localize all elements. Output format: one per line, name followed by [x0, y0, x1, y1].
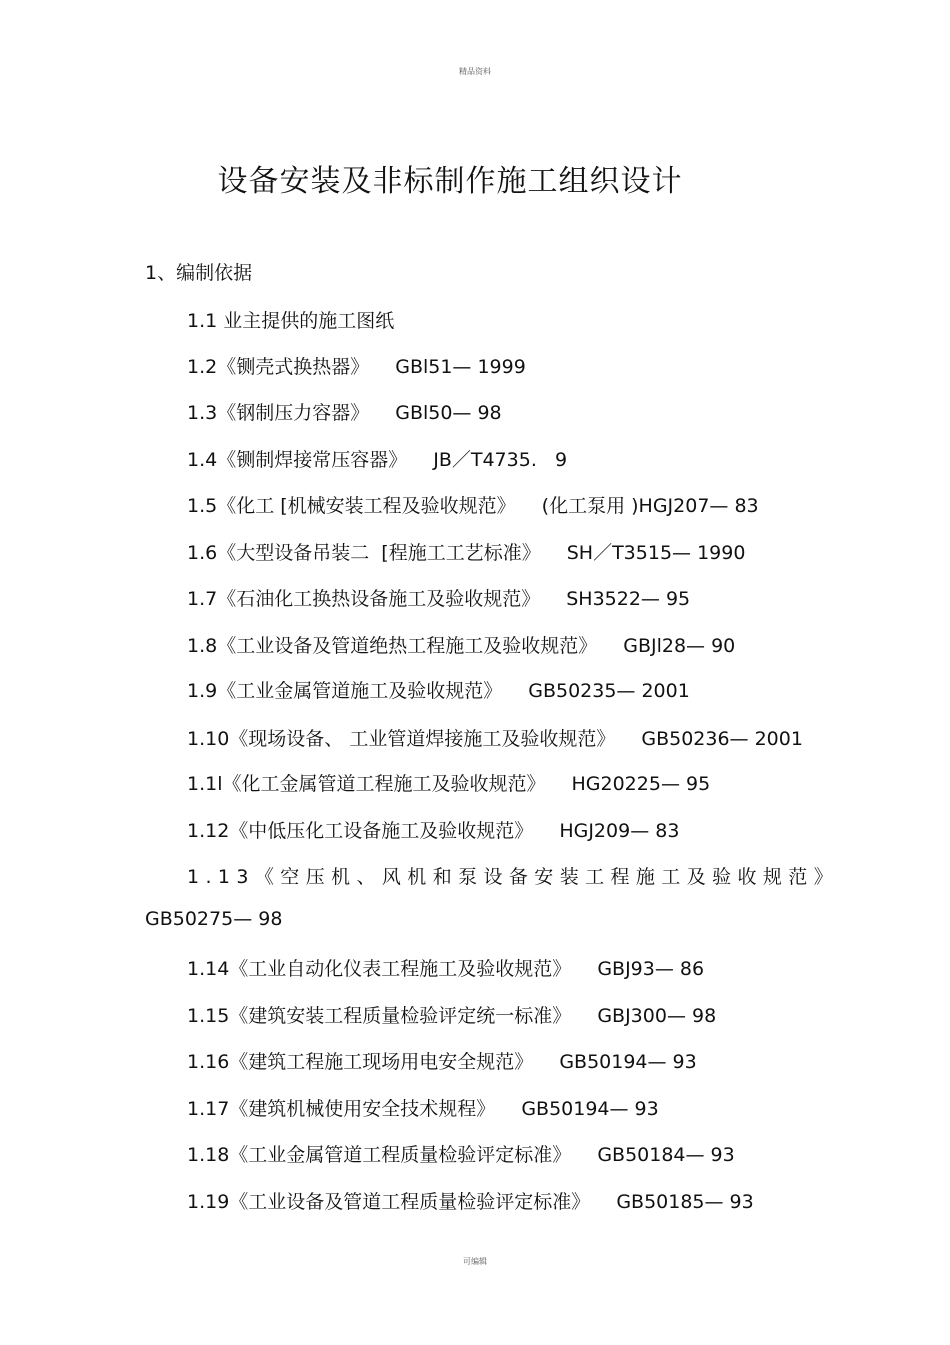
- reference-title: 1.2《铡壳式换热器》: [187, 356, 370, 378]
- reference-title: 1.16《建筑工程施工现场用电安全规范》: [187, 1051, 534, 1073]
- reference-title: 1.15《建筑安装工程质量检验评定统一标准》: [187, 1005, 572, 1027]
- reference-item-1-19: [187, 1187, 754, 1214]
- reference-title: 1.8《工业设备及管道绝热工程施工及验收规范》: [187, 635, 598, 657]
- reference-code: JB／T4735. 9: [433, 449, 568, 471]
- reference-title: 1.3《钢制压力容器》: [187, 402, 370, 424]
- reference-item-1-10: [187, 724, 803, 751]
- reference-item-1-2: [187, 352, 526, 379]
- reference-title: 1.14《工业自动化仪表工程施工及验收规范》: [187, 958, 572, 980]
- reference-code: GB50184— 93: [597, 1144, 735, 1166]
- reference-item-1-11: [187, 769, 710, 796]
- reference-item-1-1: [187, 306, 394, 333]
- reference-code: GBJ93— 86: [597, 958, 705, 980]
- reference-code: SH／T3515— 1990: [566, 542, 746, 564]
- page-footer-note: 可编辑: [463, 1257, 487, 1266]
- reference-item-1-15: [187, 1001, 716, 1028]
- reference-title: 1.6《大型设备吊装二 [程施工工艺标准》: [187, 542, 541, 564]
- reference-title: 1.18《工业金属管道工程质量检验评定标准》: [187, 1144, 572, 1166]
- section-heading: 1、编制依据: [145, 262, 253, 284]
- reference-item-1-18: [187, 1140, 735, 1167]
- reference-title: 1.1 业主提供的施工图纸: [187, 310, 395, 332]
- reference-title: 1.19《工业设备及管道工程质量检验评定标准》: [187, 1191, 591, 1213]
- reference-item-1-14: [187, 954, 704, 981]
- reference-code: GBl51— 1999: [395, 356, 526, 378]
- reference-title: 1.13《空压机、风机和泵设备安装工程施工及验收规范》: [187, 866, 840, 888]
- reference-item-1-16: [187, 1047, 697, 1074]
- reference-item-1-9: [187, 676, 690, 703]
- reference-code: GBJ300— 98: [597, 1005, 717, 1027]
- reference-title: 1.4《铡制焊接常压容器》: [187, 449, 408, 471]
- reference-title: 1.7《石油化工换热设备施工及验收规范》: [187, 588, 541, 610]
- reference-code: HGJ209— 83: [559, 820, 680, 842]
- reference-code: GB50185— 93: [616, 1191, 754, 1213]
- reference-code: GB50194— 93: [559, 1051, 697, 1073]
- reference-code: GB50194— 93: [521, 1098, 659, 1120]
- reference-code: (化工泵用 )HGJ207— 83: [541, 495, 759, 517]
- reference-item-1-6: [187, 538, 745, 565]
- reference-title: 1.10《现场设备、 工业管道焊接施工及验收规范》: [187, 728, 616, 750]
- reference-title: 1.17《建筑机械使用安全技术规程》: [187, 1098, 496, 1120]
- page-header-note: 精品资料: [459, 67, 491, 76]
- reference-item-1-13-code: GB50275— 98: [145, 908, 283, 930]
- reference-item-1-8: [187, 631, 735, 658]
- reference-title: 1.12《中低压化工设备施工及验收规范》: [187, 820, 534, 842]
- reference-title: 1.9《工业金属管道施工及验收规范》: [187, 680, 503, 702]
- reference-item-1-7: [187, 584, 690, 611]
- reference-item-1-12: [187, 816, 679, 843]
- reference-item-1-5: [187, 491, 759, 518]
- document-title: 设备安装及非标制作施工组织设计: [217, 164, 683, 200]
- reference-item-1-3: [187, 398, 502, 425]
- reference-item-1-17: [187, 1094, 659, 1121]
- reference-code: GBJl28— 90: [623, 635, 736, 657]
- reference-code: GBl50— 98: [395, 402, 502, 424]
- reference-item-1-4: [187, 445, 567, 472]
- reference-code: HG20225— 95: [571, 773, 711, 795]
- reference-code: GB50236— 2001: [641, 728, 803, 750]
- reference-item-1-13: [187, 862, 839, 889]
- reference-title: 1.5《化工 [机械安装工程及验收规范》: [187, 495, 516, 517]
- reference-code: GB50235— 2001: [528, 680, 690, 702]
- reference-title: 1.1l《化工金属管道工程施工及验收规范》: [187, 773, 546, 795]
- reference-code: SH3522— 95: [566, 588, 691, 610]
